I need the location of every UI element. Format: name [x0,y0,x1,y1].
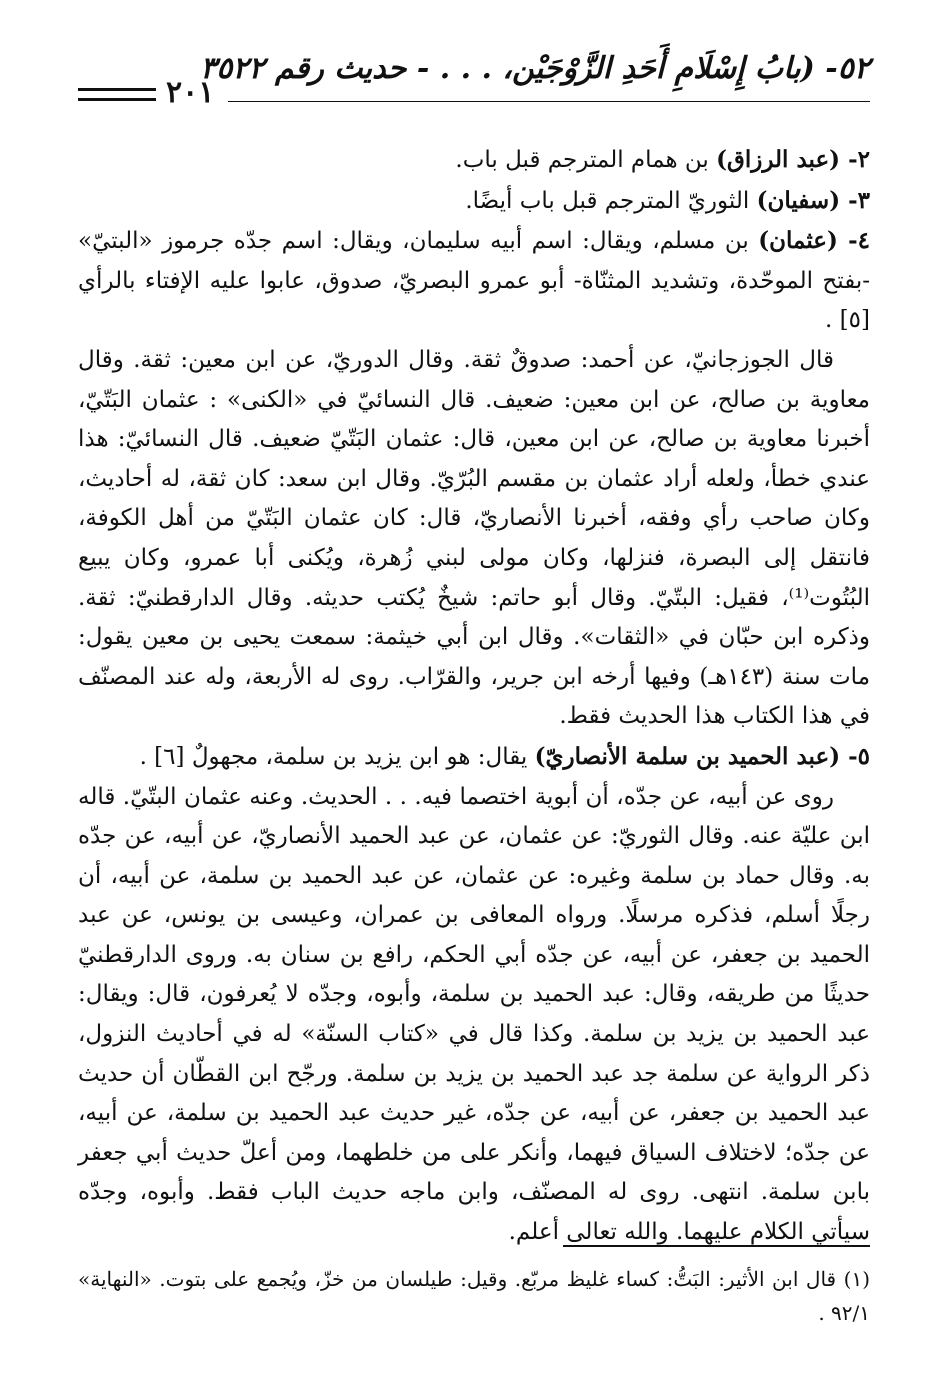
narrator-text: بن همام المترجم قبل باب. [455,147,717,173]
narrator-entry [78,737,870,778]
header-rule-left-top [78,88,156,91]
narrator-number: ٢- [840,146,870,173]
narrator-name: (عبد الرزاق) [716,146,841,173]
page-number: ٢٠١ [166,75,215,110]
abdulhamid-biography: روى عن أبيه، عن جدّه، أن أبوية اختصما فيه. . . الحديث. وعنه عثمان البتّيّ. قاله ابن عليّة عنه. وقال الثوريّ: عن عثمان، عن عبد الحميد الأنصاريّ، عن أبيه، عن جدّه به. وقال حماد بن سلمة وغيره: عن عثمان، عن عبد الحميد بن سلمة، عن أبيه، أن رجلًا أسلم، فذكره مرسلًا. ورواه المعافى بن عمران، وعيسى بن يونس، عن عبد الحميد بن جعفر، عن أبيه، عن جدّه أبي الحكم، رافع بن سنان به. وروى الدارقطنيّ حديثًا من طريقه، وقال: عبد الحميد بن سلمة، وأبوه، وجدّه لا يُعرفون، قال: ويقال: عبد الحميد بن يزيد بن سلمة. وكذا قال في «كتاب السنّة» له في أحاديث النزول، ذكر الرواية عن سلمة جد عبد الحميد بن يزيد بن سلمة. ورجّح ابن القطّان أن حديث عبد الحميد بن جعفر، عن أبيه، عن جدّه، غير حديث عبد الحميد بن سلمة، عن أبيه، عن جدّه؛ لاختلاف السياق فيهما، وأنكر على من خلطهما، ومن أعلّ حديث أبي جعفر بابن سلمة. انتهى. روى له المصنّف، وابن ماجه حديث الباب فقط. وأبوه، وجدّه سيأتي الكلام عليهما. والله تعالى أعلم. [78,783,870,1246]
narrator-entry [78,221,870,341]
narrator-number: ٤- [837,227,870,255]
footnote [78,1262,870,1330]
main-text [78,140,870,1253]
narrator-name: (عبد الحميد بن سلمة الأنصاريّ) [534,742,841,770]
header-rule-right [228,101,870,102]
narrator-entry [78,181,870,222]
narrator-text: بن مسلم، ويقال: اسم أبيه سليمان، ويقال: اسم جدّه جرموز «البتيّ» -بفتح الموحّدة، وتشديد المثنّاة- أبو عمرو البصريّ، صدوق، عابوا عليه الإفتاء بالرأي [٥] . [78,228,870,334]
footnote-divider [563,1245,870,1247]
narrator-name: (سفيان) [756,186,841,214]
header-rule-left-bottom [78,98,156,101]
uthman-biography: قال الجوزجانيّ، عن أحمد: صدوقٌ ثقة. وقال الدوريّ، عن ابن معين: ثقة. وقال معاوية بن صالح، عن ابن معين: ضعيف. قال النسائيّ في «الكنى» : عثمان البَتّيّ، أخبرنا معاوية بن صالح، عن ابن معين، قال: عثمان البَتّيّ ضعيف. قال النسائيّ: هذا عندي خطأ، ولعله أراد عثمان بن مقسم البُرّيّ. وقال ابن سعد: كان ثقة، له أحاديث، وكان صاحب رأي وفقه، أخبرنا الأنصاريّ، قال: كان عثمان البَتّيّ من أهل الكوفة، فانتقل إلى البصرة، فنزلها، وكان مولى لبني زُهرة، ويُكنى أبا عمرو، وكان يبيع البُتُوت⁽¹⁾، فقيل: البتّيّ. وقال أبو حاتم: شيخٌ يُكتب حديثه. وقال الدارقطنيّ: ثقة. وذكره ابن حبّان في «الثقات». وقال ابن أبي خيثمة: سمعت يحيى بن معين يقول: مات سنة (١٤٣هـ) وفيها أرخه ابن جرير، والقرّاب. روى له الأربعة، وله عند المصنّف في هذا الكتاب هذا الحديث فقط. [78,346,871,730]
narrator-name: (عثمان) [758,227,838,255]
narrator-text: يقال: هو ابن يزيد بن سلمة، مجهولٌ [٦] . [139,743,535,770]
narrator-text: الثوريّ المترجم قبل باب أيضًا. [465,187,757,214]
running-title: ٥٢- (بابُ إِسْلَامِ أَحَدِ الزَّوْجَيْن، . . . - حديث رقم ٣٥٢٢ [200,51,870,86]
narrator-number: ٣- [840,186,870,214]
page-header [78,40,870,118]
footnote-text: (١) قال ابن الأثير: البَتُّ: كساء غليظ مربّع. وقيل: طيلسان من خزّ، ويُجمع على بتوت. «النهاية» ٩٢/١ . [78,1267,870,1325]
narrator-number: ٥- [840,742,870,770]
narrator-entry [78,140,870,181]
